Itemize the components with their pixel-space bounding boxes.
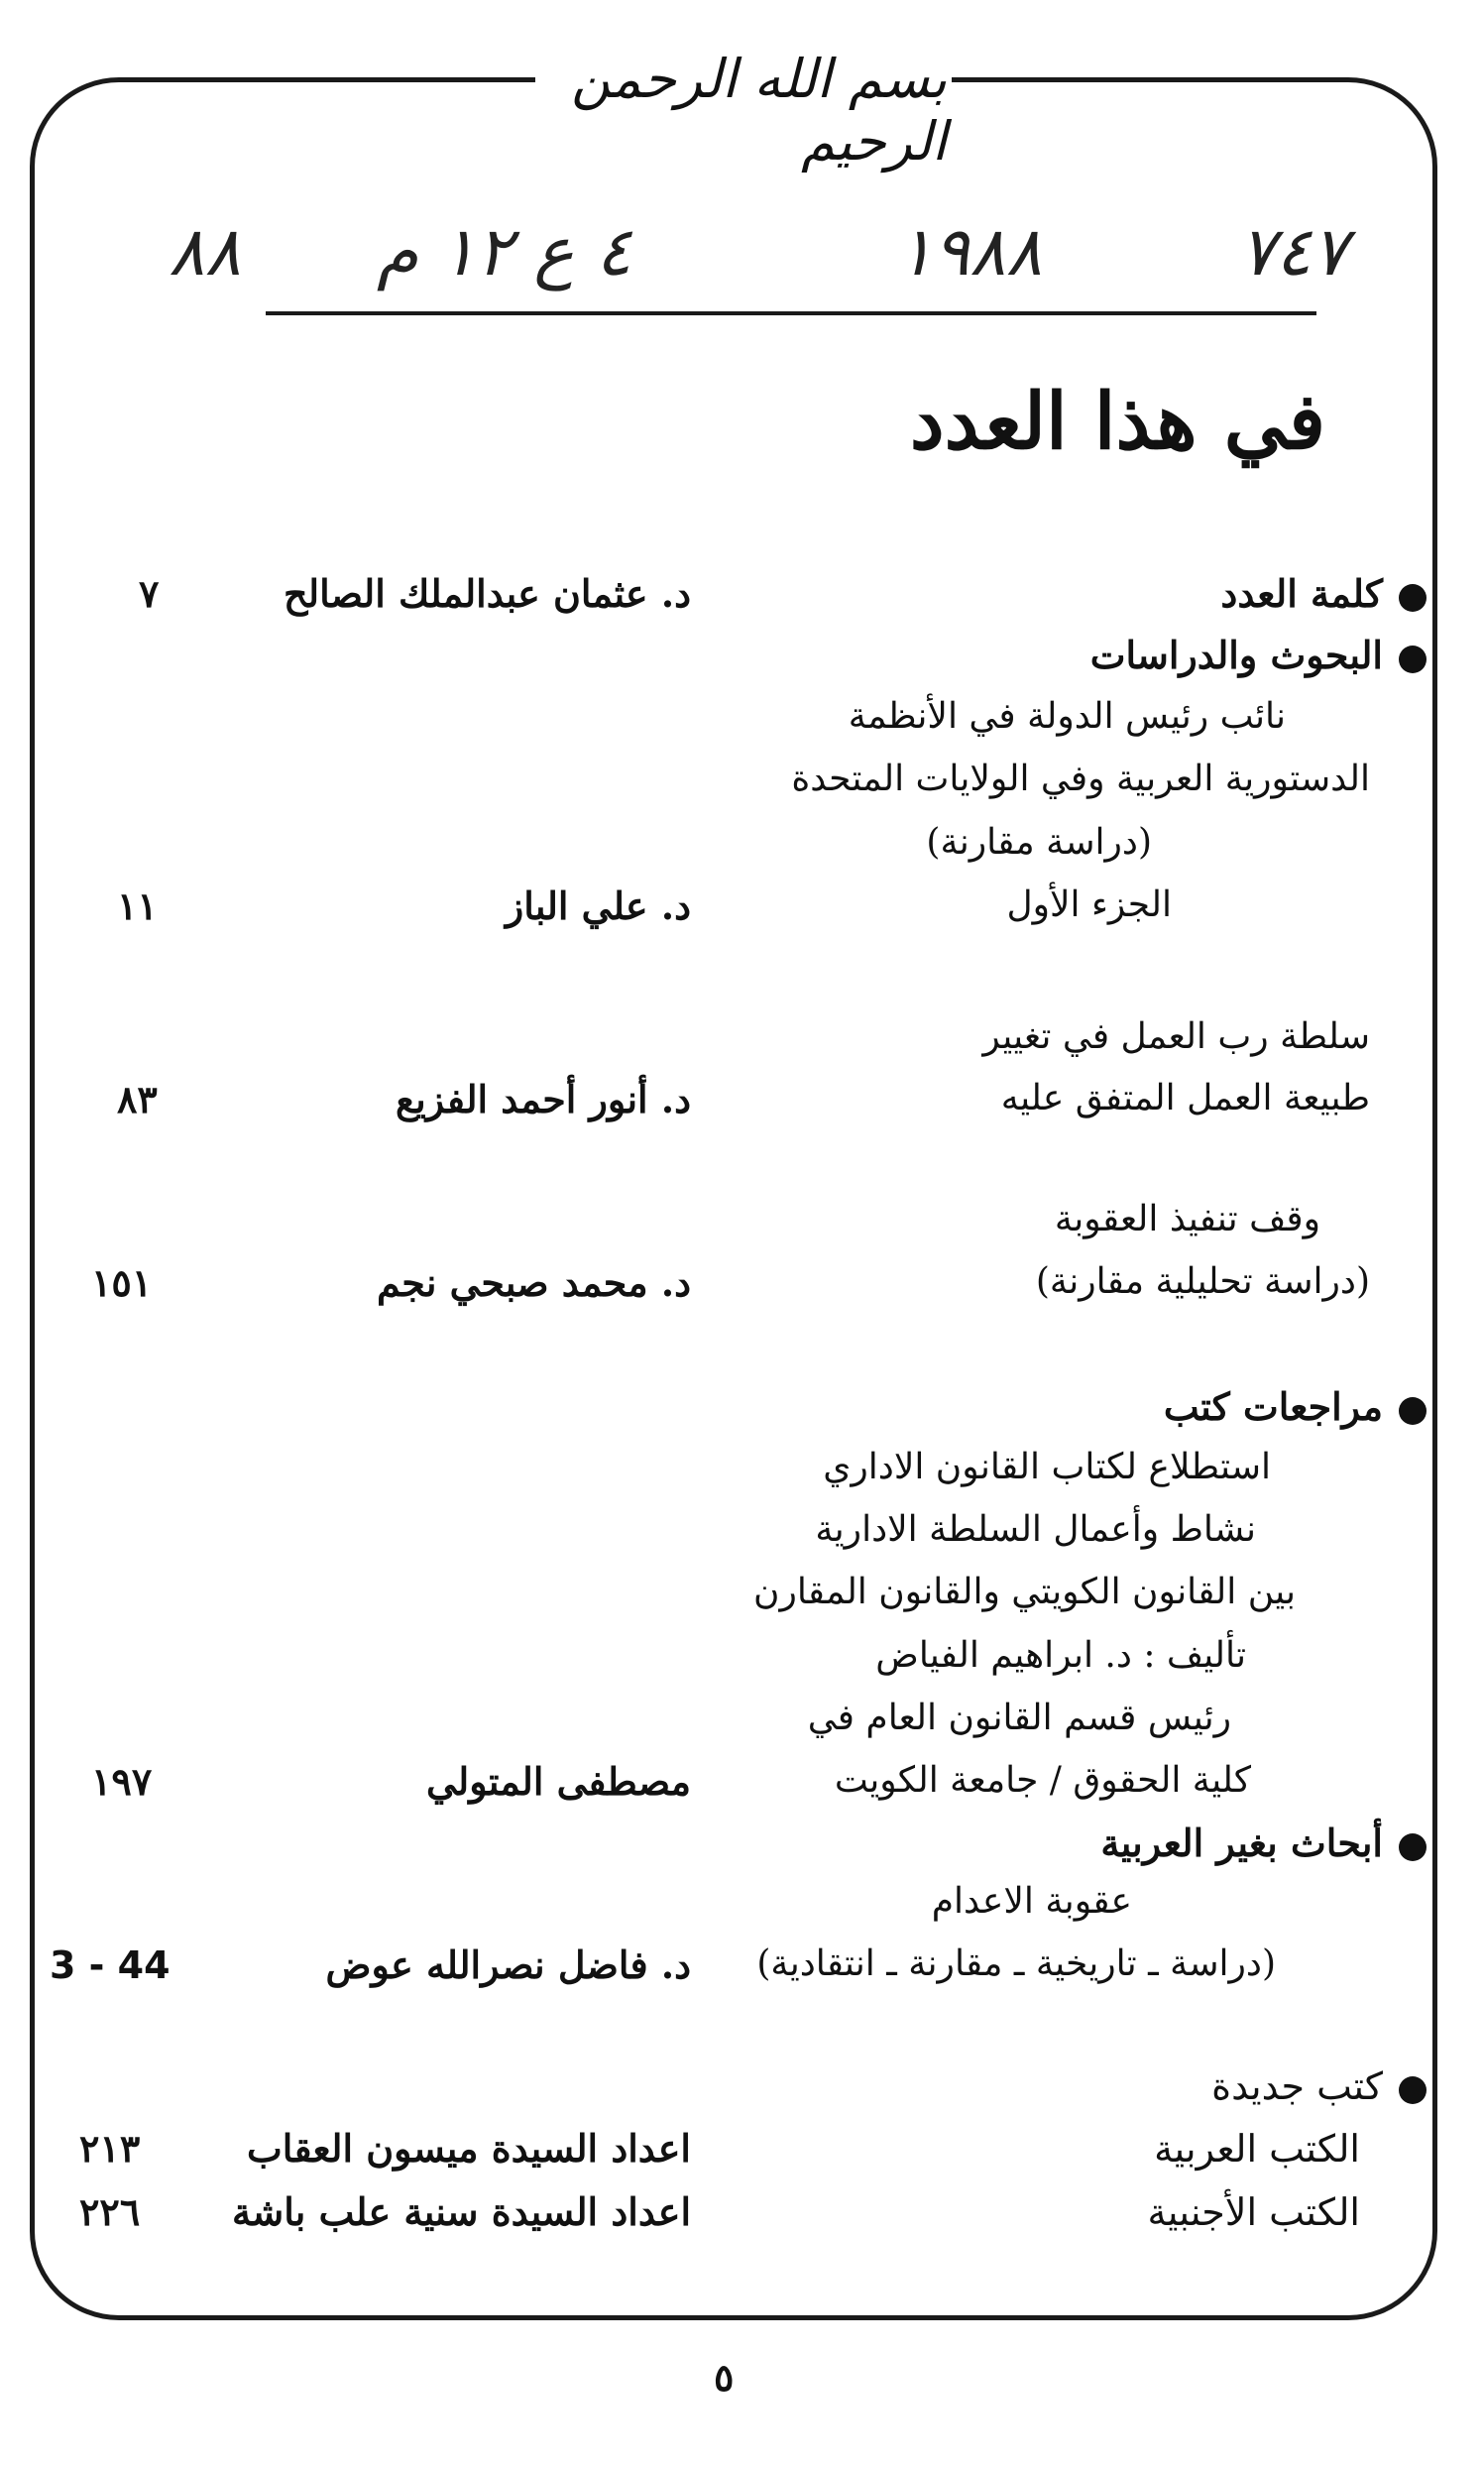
section-reviews (1163, 1384, 1427, 1429)
article-line: وقف تنفيذ العقوبة (1054, 1199, 1320, 1239)
handwritten-volume: ٨٨ (169, 213, 242, 292)
author: مصطفى المتولي (425, 1759, 691, 1804)
footer-page-number: ٥ (714, 2355, 735, 2400)
article-line: (دراسة تحليلية مقارنة) (1035, 1261, 1370, 1302)
author: د. أنور أحمد الفزيع (395, 1077, 691, 1121)
book-category: الكتب العربية (1154, 2127, 1360, 2171)
foreign-line: (دراسة ـ تاريخية ـ مقارنة ـ انتقادية) (756, 1943, 1276, 1984)
review-line: استطلاع لكتاب القانون الاداري (823, 1447, 1271, 1487)
author: د. علي الباز (505, 883, 691, 928)
author: اعداد السيدة ميسون العقاب (246, 2126, 691, 2171)
page-number: ١٩٧ (91, 1759, 153, 1804)
page-number: ٢٢٦ (79, 2189, 141, 2234)
page-title: في هذا العدد (909, 377, 1325, 467)
review-line: تأليف : د. ابراهيم الفياض (875, 1635, 1246, 1676)
article-line: نائب رئيس الدولة في الأنظمة (848, 696, 1286, 737)
book-category: الكتب الأجنبية (1147, 2190, 1360, 2234)
author: د. فاضل نصرالله عوض (325, 1942, 691, 1987)
review-line: رئيس قسم القانون العام في (807, 1698, 1231, 1738)
section-label: كتب جديدة (1211, 2064, 1383, 2108)
article-line: الدستورية العربية وفي الولايات المتحدة (791, 759, 1370, 799)
author: د. محمد صبحي نجم (377, 1260, 691, 1305)
section-label: أبحاث بغير العربية (1100, 1821, 1383, 1865)
bullet-icon (1399, 584, 1427, 612)
bullet-icon (1399, 2076, 1427, 2104)
handwritten-number: ٧٤٧ (1239, 213, 1348, 292)
section-label: البحوث والدراسات (1089, 633, 1383, 677)
section-foreign (1100, 1821, 1427, 1865)
page-number: ٧ (139, 571, 160, 616)
section-research (1089, 633, 1427, 677)
review-line: بين القانون الكويتي والقانون المقارن (753, 1572, 1296, 1612)
article-line: سلطة رب العمل في تغيير (982, 1016, 1370, 1057)
page-number: ٢١٣ (79, 2126, 141, 2171)
page-number: 3 - 44 (50, 1943, 171, 1987)
page-number: ٨٣ (117, 1077, 158, 1121)
author: د. عثمان عبدالملك الصالح (283, 571, 691, 616)
handwritten-year: ١٩٨٨ (897, 213, 1043, 292)
review-line: كلية الحقوق / جامعة الكويت (834, 1760, 1251, 1801)
page-number: ١٥١ (91, 1260, 153, 1305)
section-issue-word (1220, 571, 1427, 616)
basmala: بسم الله الرحمن الرحيم (571, 48, 947, 173)
bullet-icon (1399, 646, 1427, 673)
article-line: الجزء الأول (1006, 884, 1172, 925)
bullet-icon (1399, 1833, 1427, 1861)
divider (266, 311, 1316, 315)
author: اعداد السيدة سنية علب باشة (231, 2189, 691, 2234)
section-label: مراجعات كتب (1163, 1384, 1383, 1429)
handwritten-issue: ٤ ع ١٢ م (377, 213, 632, 292)
foreign-line: عقوبة الاعدام (931, 1881, 1132, 1922)
article-line: طبيعة العمل المتفق عليه (1000, 1078, 1370, 1118)
section-label: كلمة العدد (1220, 571, 1383, 616)
section-new-books (1211, 2064, 1427, 2108)
page-number: ١١ (117, 883, 158, 928)
article-line: (دراسة مقارنة) (926, 822, 1152, 863)
bullet-icon (1399, 1397, 1427, 1425)
review-line: نشاط وأعمال السلطة الادارية (815, 1509, 1256, 1550)
